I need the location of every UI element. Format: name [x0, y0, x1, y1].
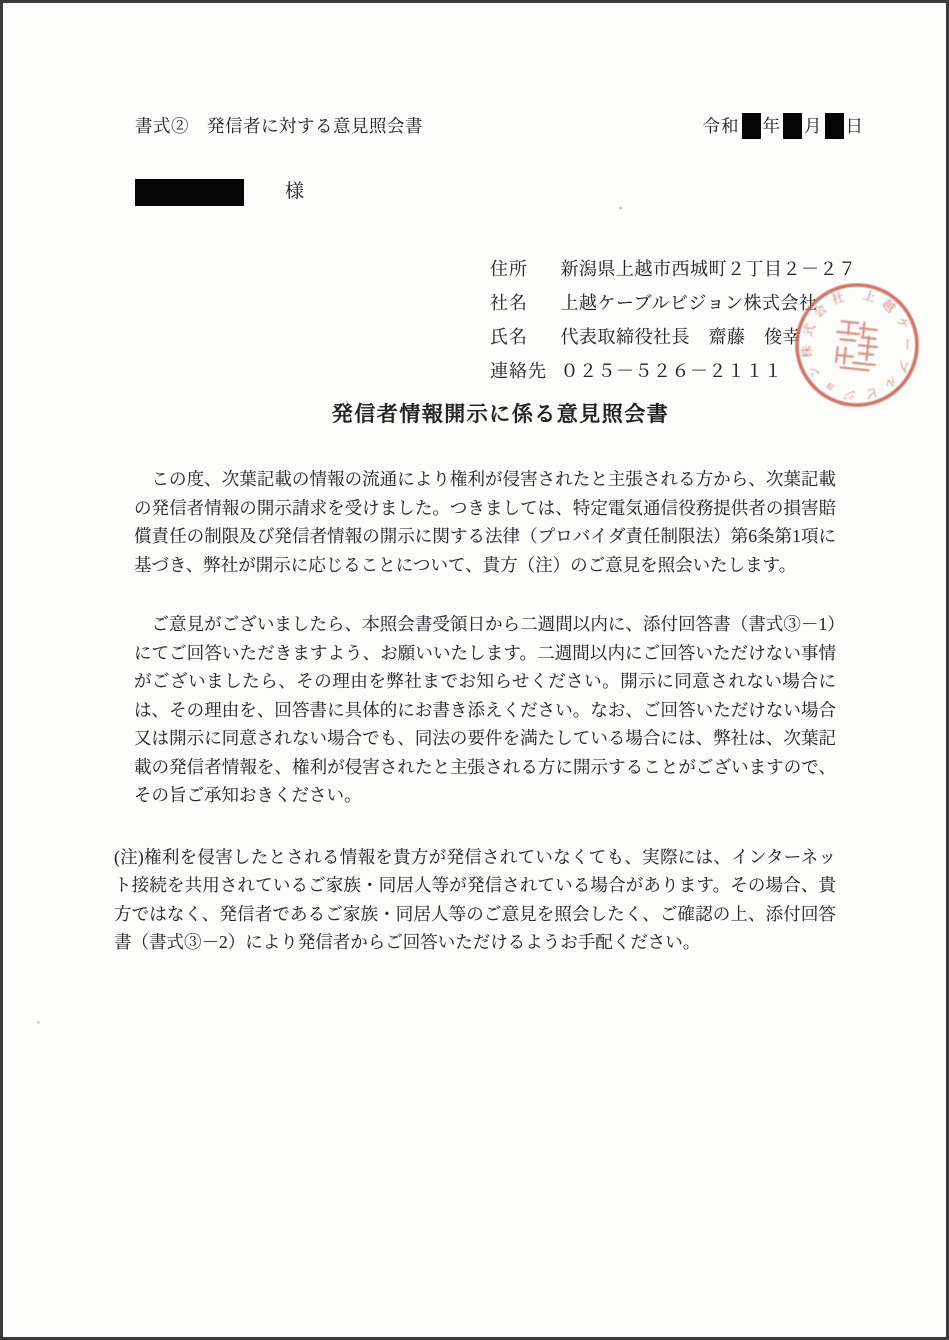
seal-center-glyphs — [834, 320, 880, 371]
redacted-date-month — [783, 113, 802, 139]
redacted-date-year — [742, 113, 761, 139]
redacted-recipient-name — [135, 179, 244, 206]
date-line — [703, 113, 865, 139]
scan-speck — [37, 1021, 40, 1024]
sender-address: 新潟県上越市西城町２丁目２－２７ — [560, 259, 857, 279]
date-day-label: 日 — [845, 116, 864, 136]
intro-paragraph: この度、次葉記載の情報の流通により権利が侵害されたと主張される方から、次葉記載の発信者情報の開示請求を受けました。つきましては、特定電気通信役務提供者の損害賠償責任の制限及び発信者情報の開示に関する法律（プロバイダ責任制限法）第6条第1項に基づき、弊社が開示に応じることについて、貴方（注）のご意見を照会いたします。 — [134, 469, 836, 575]
sender-phone: ０２５－５２６－２１１１ — [560, 361, 783, 381]
date-era: 令和 — [702, 116, 740, 136]
redacted-date-day — [825, 113, 844, 139]
scan-speck — [619, 207, 622, 209]
document-title: 発信者情報開示に係る意見照会書 — [331, 403, 670, 426]
date-month-label: 月 — [804, 116, 823, 136]
recipient-honorific: 様 — [285, 181, 305, 203]
form-label: 書式② 発信者に対する意見照会書 — [135, 116, 423, 136]
sender-row-label: 連絡先 — [490, 361, 547, 381]
company-seal-icon — [782, 270, 931, 419]
seal-ring-text: 上越ケーブルビジョン株式会社 — [799, 287, 915, 403]
note-paragraph: (注)権利を侵害したとされる情報を貴方が発信されていなくても、実際には、インターネット接続を共用されているご家族・同居人等が発信されている場合があります。その場合、貴方ではなく、発信者であるご家族・同居人等のご意見を照会したく、ご確認の上、添付回答書（書式③－2）により発信者からご回答いただけるようお手配ください。 — [114, 846, 836, 952]
sender-row-label: 住所 — [490, 259, 528, 279]
sender-row-label: 社名 — [490, 293, 528, 313]
sender-company: 上越ケーブルビジョン株式会社 — [560, 293, 818, 313]
request-paragraph: ご意見がございましたら、本照会書受領日から二週間以内に、添付回答書（書式③－1）にてご回答いただきますよう、お願いいたします。二週間以内にご回答いただけない事情がございましたら、その理由を弊社までお知らせください。開示に同意されない場合には、その理由を、回答書に具体的にお書き添えください。なお、ご回答いただけない場合又は開示に同意されない場合でも、同法の要件を満たしている場合には、弊社は、次葉記載の発信者情報を、権利が侵害されたと主張される方に開示することがございますので、その旨ご承知おきください。 — [134, 614, 836, 805]
scan-speck — [346, 401, 348, 403]
sender-row-label: 氏名 — [490, 327, 528, 347]
document-header — [135, 113, 864, 139]
recipient-line — [135, 178, 946, 206]
date-year-label: 年 — [762, 116, 781, 136]
sender-representative: 代表取締役社長 齋藤 俊幸 — [560, 327, 801, 347]
